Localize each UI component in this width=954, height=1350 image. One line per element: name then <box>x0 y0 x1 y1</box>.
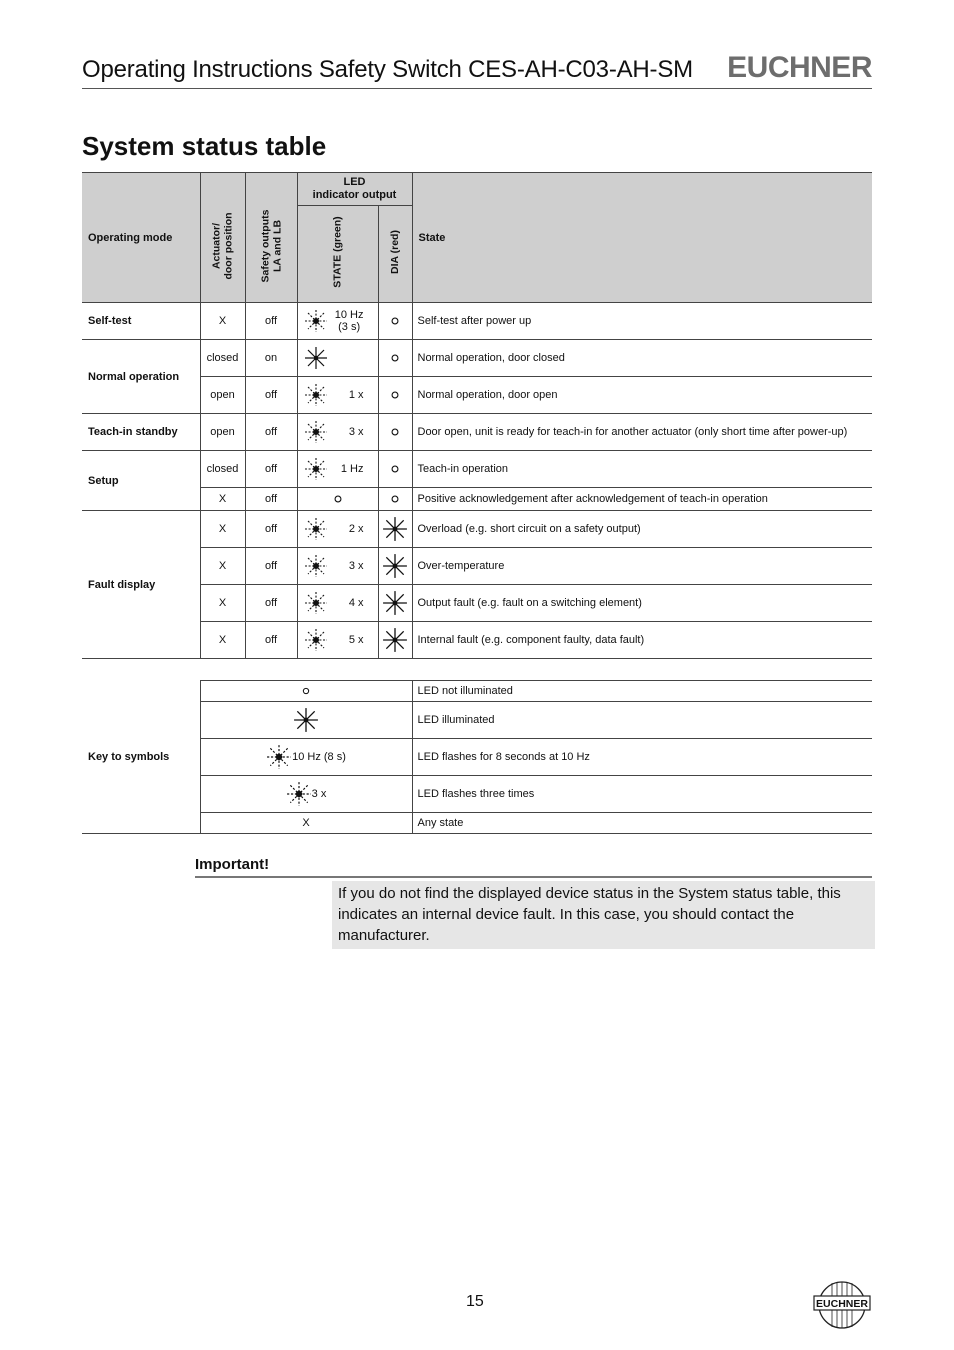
key-symbol-cell <box>200 739 412 776</box>
state-description-cell: Teach-in operation <box>412 451 872 488</box>
actuator-position-cell: open <box>200 414 245 451</box>
important-divider <box>195 876 872 878</box>
led-dia-red-cell <box>378 511 412 548</box>
led-dia-red-cell <box>378 622 412 659</box>
led-dia-red-cell <box>378 585 412 622</box>
led-on-icon <box>382 627 408 653</box>
table-row <box>82 622 872 659</box>
key-symbol-cell <box>200 702 412 739</box>
flash-icon <box>304 517 328 541</box>
led-off-icon <box>384 421 406 443</box>
important-note: If you do not find the displayed device status in the System status table, this indicates an internal device fault. In this case, you should contact the manufacturer. <box>332 881 875 949</box>
table-row <box>82 511 872 548</box>
svg-text:EUCHNER: EUCHNER <box>816 1298 868 1310</box>
table-row <box>82 414 872 451</box>
led-on-icon <box>293 707 319 733</box>
table-row <box>82 377 872 414</box>
led-off-icon <box>384 347 406 369</box>
key-row <box>82 681 872 702</box>
led-off-icon <box>384 310 406 332</box>
actuator-position-cell: X <box>200 488 245 511</box>
led-state-green-cell <box>297 340 378 377</box>
safety-outputs-cell: off <box>245 303 297 340</box>
state-description-cell: Output fault (e.g. fault on a switching element) <box>412 585 872 622</box>
led-state-green-cell <box>297 303 378 340</box>
flash-icon <box>304 383 328 407</box>
key-symbol-cell <box>200 776 412 813</box>
key-to-symbols-label: Key to symbols <box>82 681 200 834</box>
state-description-cell: Overload (e.g. short circuit on a safety output) <box>412 511 872 548</box>
led-frequency-label: 1 Hz <box>340 463 364 475</box>
key-symbol-text: 10 Hz (8 s) <box>292 751 346 763</box>
led-dia-red-cell <box>378 377 412 414</box>
led-frequency-label: 2 x <box>348 523 364 535</box>
actuator-position-cell: X <box>200 511 245 548</box>
safety-outputs-cell: off <box>245 548 297 585</box>
header-actuator-door-position: Actuator/ door position <box>200 173 245 303</box>
actuator-position-cell: X <box>200 548 245 585</box>
led-on-icon <box>382 590 408 616</box>
led-frequency-label: 1 x <box>348 389 364 401</box>
header-row <box>82 173 872 206</box>
flash-icon <box>304 628 328 652</box>
actuator-position-cell: X <box>200 585 245 622</box>
led-state-green-cell <box>297 377 378 414</box>
state-description-cell: Internal fault (e.g. component faulty, data fault) <box>412 622 872 659</box>
led-off-icon <box>296 681 316 701</box>
led-dia-red-cell <box>378 414 412 451</box>
header-state: State <box>412 173 872 303</box>
key-to-symbols-table <box>82 680 872 834</box>
safety-outputs-cell: off <box>245 451 297 488</box>
document-title: Operating Instructions Safety Switch CES-AH-C03-AH-SM <box>82 56 693 83</box>
led-off-icon <box>327 488 349 510</box>
safety-outputs-cell: off <box>245 414 297 451</box>
system-status-table <box>82 172 872 679</box>
key-symbol-text: X <box>302 817 310 830</box>
table-row <box>82 303 872 340</box>
section-title: System status table <box>82 131 327 161</box>
safety-outputs-cell: off <box>245 377 297 414</box>
led-on-icon <box>382 516 408 542</box>
actuator-position-cell: closed <box>200 340 245 377</box>
led-state-green-cell <box>297 622 378 659</box>
led-dia-red-cell <box>378 451 412 488</box>
safety-outputs-cell: off <box>245 511 297 548</box>
table-row <box>82 585 872 622</box>
led-dia-red-cell <box>378 340 412 377</box>
operating-mode-cell: Normal operation <box>82 340 200 414</box>
actuator-position-cell: closed <box>200 451 245 488</box>
euchner-seal-logo <box>812 1280 872 1330</box>
led-on-icon <box>304 346 328 370</box>
operating-mode-cell: Fault display <box>82 511 200 659</box>
page-number: 15 <box>466 1293 484 1310</box>
led-frequency-label: 10 Hz (3 s) <box>334 309 364 333</box>
key-row <box>82 739 872 776</box>
flash-icon <box>266 744 292 770</box>
key-row <box>82 702 872 739</box>
key-meaning-cell: LED flashes for 8 seconds at 10 Hz <box>412 739 872 776</box>
header-dia-red: DIA (red) <box>378 206 412 303</box>
page-header <box>82 50 872 89</box>
flash-icon <box>304 309 328 333</box>
actuator-position-cell: open <box>200 377 245 414</box>
led-state-green-cell <box>297 451 378 488</box>
operating-mode-cell: Teach-in standby <box>82 414 200 451</box>
led-state-green-cell <box>297 585 378 622</box>
led-off-icon <box>384 458 406 480</box>
header-operating-mode: Operating mode <box>82 173 200 303</box>
header-led-indicator-output: LED indicator output <box>297 173 412 206</box>
flash-icon <box>304 457 328 481</box>
safety-outputs-cell: off <box>245 622 297 659</box>
key-row <box>82 776 872 813</box>
operating-mode-cell: Self-test <box>82 303 200 340</box>
key-symbol-cell <box>200 681 412 702</box>
table-row <box>82 340 872 377</box>
actuator-position-cell: X <box>200 622 245 659</box>
led-state-green-cell <box>297 511 378 548</box>
state-description-cell: Over-temperature <box>412 548 872 585</box>
actuator-position-cell: X <box>200 303 245 340</box>
key-symbol-text: 3 x <box>311 788 327 800</box>
important-label: Important! <box>195 856 270 873</box>
led-frequency-label: 3 x <box>348 426 364 438</box>
flash-icon <box>304 420 328 444</box>
flash-icon <box>304 591 328 615</box>
led-frequency-label: 5 x <box>348 634 364 646</box>
led-off-icon <box>384 488 406 510</box>
euchner-logo: EUCHNER <box>727 51 872 84</box>
state-description-cell: Normal operation, door open <box>412 377 872 414</box>
table-row <box>82 548 872 585</box>
table-row <box>82 488 872 511</box>
led-frequency-label: 3 x <box>348 560 364 572</box>
key-row <box>82 813 872 834</box>
led-on-icon <box>382 553 408 579</box>
key-meaning-cell: LED not illuminated <box>412 681 872 702</box>
header-safety-outputs: Safety outputs LA and LB <box>245 173 297 303</box>
spacer-row <box>82 659 872 680</box>
state-description-cell: Normal operation, door closed <box>412 340 872 377</box>
safety-outputs-cell: on <box>245 340 297 377</box>
led-dia-red-cell <box>378 548 412 585</box>
led-state-green-cell <box>297 548 378 585</box>
state-description-cell: Positive acknowledgement after acknowledgement of teach-in operation <box>412 488 872 511</box>
key-meaning-cell: Any state <box>412 813 872 834</box>
state-description-cell: Door open, unit is ready for teach-in for another actuator (only short time after power-up) <box>412 414 872 451</box>
flash-icon <box>304 554 328 578</box>
led-dia-red-cell <box>378 303 412 340</box>
safety-outputs-cell: off <box>245 585 297 622</box>
table-row <box>82 451 872 488</box>
led-dia-red-cell <box>378 488 412 511</box>
led-off-icon <box>384 384 406 406</box>
led-state-green-cell <box>297 414 378 451</box>
operating-mode-cell: Setup <box>82 451 200 511</box>
led-frequency-label: 4 x <box>348 597 364 609</box>
key-meaning-cell: LED illuminated <box>412 702 872 739</box>
state-description-cell: Self-test after power up <box>412 303 872 340</box>
led-state-green-cell <box>297 488 378 511</box>
key-meaning-cell: LED flashes three times <box>412 776 872 813</box>
header-state-green: STATE (green) <box>297 206 378 303</box>
flash-icon <box>286 781 312 807</box>
key-symbol-cell <box>200 813 412 834</box>
safety-outputs-cell: off <box>245 488 297 511</box>
